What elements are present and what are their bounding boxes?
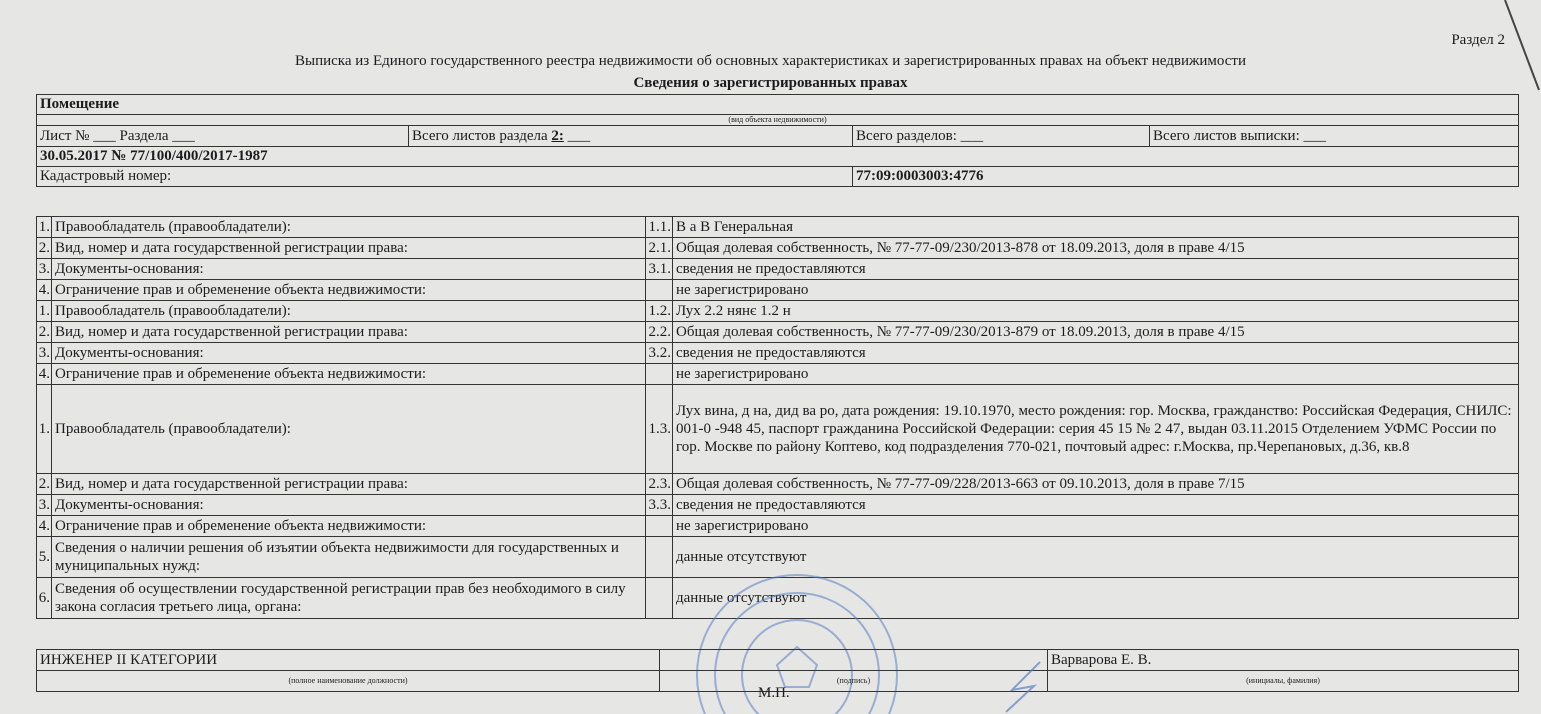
table-row xyxy=(37,322,1519,343)
row-number: 4. xyxy=(37,364,52,385)
row-subnumber: 3.1. xyxy=(646,259,673,280)
signature-cell xyxy=(660,650,1048,671)
row-subnumber xyxy=(646,280,673,301)
row-value: В а В Генеральная xyxy=(673,217,1519,238)
row-label: Сведения о наличии решения об изъятии объекта недвижимости для государственных и муниципальных нужд: xyxy=(52,537,646,578)
row-label: Ограничение прав и обременение объекта недвижимости: xyxy=(52,364,646,385)
row-value: не зарегистрировано xyxy=(673,280,1519,301)
row-label: Вид, номер и дата государственной регистрации права: xyxy=(52,238,646,259)
row-label: Ограничение прав и обременение объекта недвижимости: xyxy=(52,516,646,537)
row-number: 1. xyxy=(37,301,52,322)
row-subnumber: 1.2. xyxy=(646,301,673,322)
object-type-caption: (вид объекта недвижимости) xyxy=(37,115,1519,126)
document-subtitle: Сведения о зарегистрированных правах xyxy=(633,75,908,91)
total-sheets-section-value: 2: xyxy=(551,127,564,144)
official-stamp xyxy=(672,570,922,714)
page-edge xyxy=(1491,0,1541,714)
row-number: 5. xyxy=(37,537,52,578)
row-subnumber xyxy=(646,516,673,537)
row-value: сведения не предоставляются xyxy=(673,259,1519,280)
total-sections: Всего разделов: ___ xyxy=(853,126,1150,147)
table-row xyxy=(37,474,1519,495)
row-value: данные отсутствуют xyxy=(673,537,1519,578)
row-label: Документы-основания: xyxy=(52,495,646,516)
row-number: 3. xyxy=(37,343,52,364)
object-type: Помещение xyxy=(37,95,1519,115)
cadastral-label: Кадастровый номер: xyxy=(37,167,853,187)
row-value: Лух вина, д на, дид ва ро, дата рождения: 19.10.1970, место рождения: гор. Москва, гражданство: Российская Федерация, СНИЛС: 001-0 -948 45, паспорт гражданина Российской Федерации: серия 45 15 № 2 47, выдан 03.11.2015 Отделением УФМС России по гор. Москве по району Коптево, код подразделения 770-021, почтовый адрес: г.Москва, пр.Черепановых, д.36, кв.8 xyxy=(673,385,1519,474)
row-label: Вид, номер и дата государственной регистрации права: xyxy=(52,322,646,343)
position-title: ИНЖЕНЕР II КАТЕГОРИИ xyxy=(37,650,660,671)
row-value: Общая долевая собственность, № 77-77-09/228/2013-663 от 09.10.2013, доля в праве 7/15 xyxy=(673,474,1519,495)
document-title: Выписка из Единого государственного реестра недвижимости об основных характеристиках и зарегистрированных правах на объект недвижимости xyxy=(294,53,1246,69)
table-row xyxy=(37,343,1519,364)
row-value: данные отсутствуют xyxy=(673,578,1519,619)
table-row xyxy=(37,364,1519,385)
row-number: 6. xyxy=(37,578,52,619)
row-label: Правообладатель (правообладатели): xyxy=(52,301,646,322)
table-row xyxy=(37,385,1519,474)
total-sheets-extract: Всего листов выписки: ___ xyxy=(1150,126,1519,147)
row-subnumber: 1.1. xyxy=(646,217,673,238)
row-number: 4. xyxy=(37,280,52,301)
row-number: 2. xyxy=(37,322,52,343)
cadastral-number: 77:09:0003003:4776 xyxy=(853,167,1519,187)
row-subnumber xyxy=(646,578,673,619)
row-label: Ограничение прав и обременение объекта недвижимости: xyxy=(52,280,646,301)
header-table xyxy=(36,94,1519,187)
row-label: Документы-основания: xyxy=(52,259,646,280)
row-value: Общая долевая собственность, № 77-77-09/230/2013-878 от 18.09.2013, доля в праве 4/15 xyxy=(673,238,1519,259)
row-subnumber: 2.2. xyxy=(646,322,673,343)
row-label: Документы-основания: xyxy=(52,343,646,364)
table-row xyxy=(37,301,1519,322)
row-number: 1. xyxy=(37,217,52,238)
row-value: не зарегистрировано xyxy=(673,364,1519,385)
total-sheets-section: Всего листов раздела 2: ___ xyxy=(409,126,853,147)
name-caption: (инициалы, фамилия) xyxy=(1048,671,1519,692)
row-subnumber: 1.3. xyxy=(646,385,673,474)
row-subnumber: 3.2. xyxy=(646,343,673,364)
row-label: Правообладатель (правообладатели): xyxy=(52,217,646,238)
table-row xyxy=(37,516,1519,537)
row-label: Правообладатель (правообладатели): xyxy=(52,385,646,474)
signature-mark xyxy=(1000,660,1060,714)
table-row xyxy=(37,495,1519,516)
date-number: 30.05.2017 № 77/100/400/2017-1987 xyxy=(37,147,1519,167)
row-subnumber: 3.3. xyxy=(646,495,673,516)
row-number: 1. xyxy=(37,385,52,474)
row-number: 3. xyxy=(37,495,52,516)
table-row xyxy=(37,259,1519,280)
row-value: Общая долевая собственность, № 77-77-09/230/2013-879 от 18.09.2013, доля в праве 4/15 xyxy=(673,322,1519,343)
position-caption: (полное наименование должности) xyxy=(37,671,660,692)
row-value: сведения не предоставляются xyxy=(673,495,1519,516)
row-label: Сведения об осуществлении государственной регистрации прав без необходимого в силу закона согласия третьего лица, органа: xyxy=(52,578,646,619)
rights-table xyxy=(36,216,1519,619)
row-number: 4. xyxy=(37,516,52,537)
stamp-place-label: М.П. xyxy=(758,685,790,701)
row-subnumber xyxy=(646,537,673,578)
table-row xyxy=(37,280,1519,301)
signature-caption: (подпись) xyxy=(660,671,1048,692)
row-number: 2. xyxy=(37,238,52,259)
sheet-number: Лист № ___ Раздела ___ xyxy=(37,126,409,147)
row-subnumber: 2.1. xyxy=(646,238,673,259)
row-value: Лух 2.2 нянє 1.2 н xyxy=(673,301,1519,322)
row-subnumber: 2.3. xyxy=(646,474,673,495)
table-row xyxy=(37,217,1519,238)
row-subnumber xyxy=(646,364,673,385)
row-value: сведения не предоставляются xyxy=(673,343,1519,364)
signer-name: Варварова Е. В. xyxy=(1048,650,1519,671)
section-label: Раздел 2 xyxy=(1451,32,1505,48)
row-value: не зарегистрировано xyxy=(673,516,1519,537)
table-row xyxy=(37,238,1519,259)
row-number: 2. xyxy=(37,474,52,495)
row-number: 3. xyxy=(37,259,52,280)
row-label: Вид, номер и дата государственной регистрации права: xyxy=(52,474,646,495)
